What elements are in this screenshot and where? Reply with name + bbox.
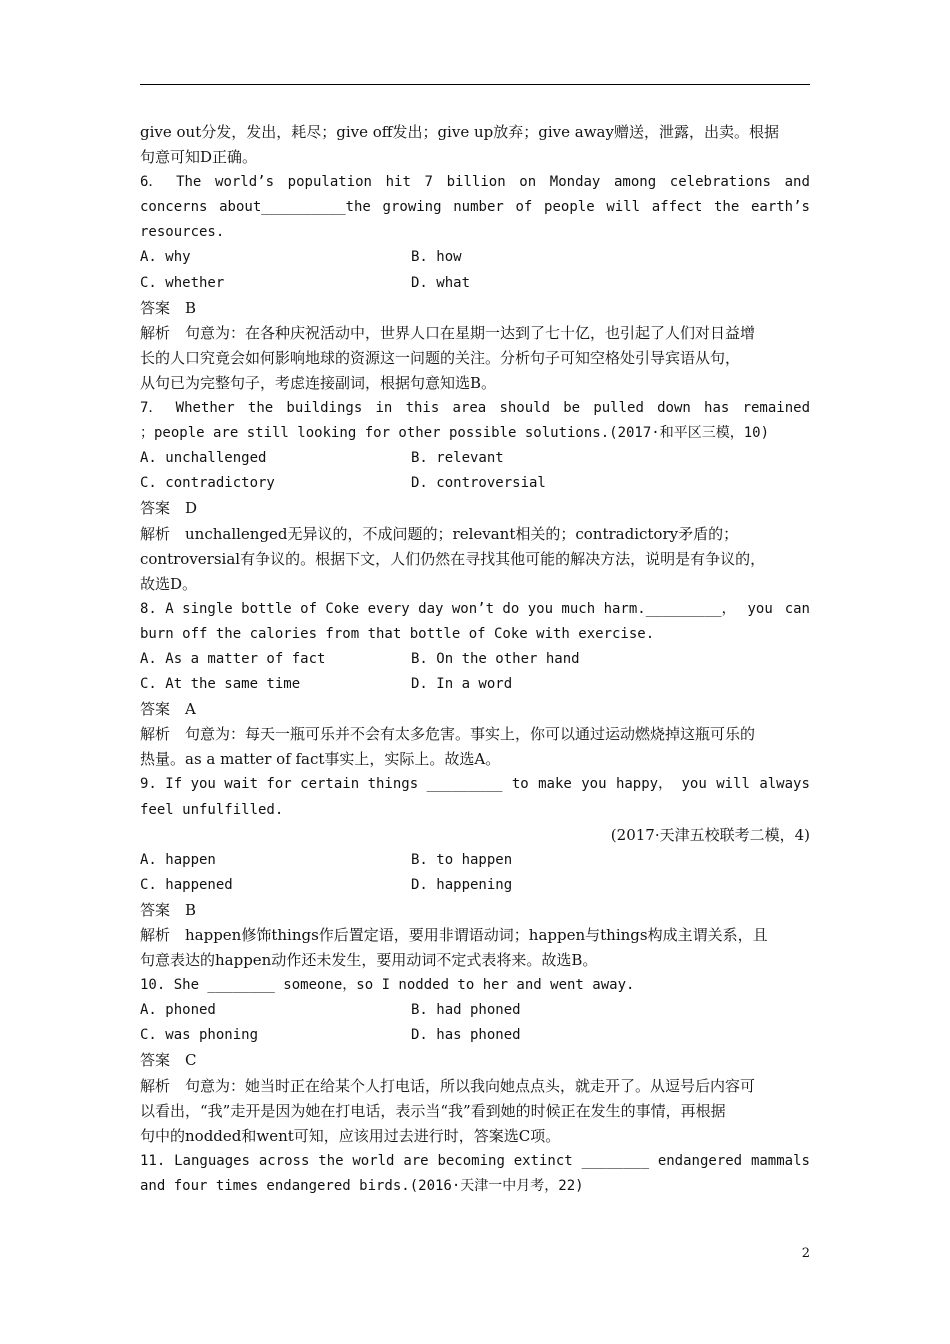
word: this [405,400,440,417]
option-left: A. phoned [140,1002,216,1019]
word: becoming [437,1152,505,1169]
question-line: 10. She ________ someone，so I nodded to her and went away. [140,977,635,994]
word: always [759,776,810,793]
text-line: 解析 句意为：每天一瓶可乐并不会有太多危害。事实上，你可以通过运动燃烧掉这瓶可乐的 [140,725,756,744]
question-line [140,195,810,220]
word: ________ [581,1152,649,1169]
word: extinct [513,1152,573,1169]
question-line [140,396,810,421]
word: will [716,776,750,793]
word: make [538,776,572,793]
text-line: 从句已为完整句子，考虑连接副词，根据句意知选B。 [140,373,497,392]
option-left: A. why [140,249,191,266]
word: pulled [593,400,644,417]
word: people [544,199,595,216]
word: will [606,199,641,216]
word: Languages [174,1152,250,1169]
word: population [287,174,372,191]
question-line [140,170,810,195]
word: you [747,600,773,617]
options-row [140,647,810,672]
word: endangered [657,1152,743,1169]
word: 7 [424,174,433,191]
text-line: 解析 unchallenged无异议的，不成问题的；relevant相关的；contradictory矛盾的； [140,524,739,543]
word: world [352,1152,395,1169]
question-line [140,772,810,797]
option-left: C. happened [140,876,233,893]
answer-line: 答案 C [140,1051,197,1070]
word: The [176,174,202,191]
option-left: A. As a matter of fact [140,650,326,667]
word: celebrations [669,174,771,191]
word: the [247,400,274,417]
options-row [140,1023,810,1048]
text-line: 句意可知D正确。 [140,148,258,167]
word: buildings [286,400,363,417]
word: 7． [140,400,163,417]
word: in [375,400,393,417]
word: 8. A single bottle of Coke every day won’t do you much harm._________， [140,600,736,617]
word: of [515,199,533,216]
word: remained [742,400,810,417]
option-left: C. At the same time [140,676,301,693]
text-line: 长的人口究竟会如何影响地球的资源这一问题的关注。分析句子可知空格处引导宾语从句， [140,348,741,367]
options-row [140,245,810,270]
word: down [657,400,691,417]
option-right: B. relevant [411,450,504,467]
source-note: (2017·天津五校联考二模，4) [610,825,810,844]
text-line: 解析 句意为：在各种庆祝活动中，世界人口在星期一达到了七十亿，也引起了人们对日益增 [140,323,756,342]
answer-line: 答案 B [140,900,197,919]
options-row [140,271,810,296]
page-content [140,120,810,1199]
word: 11. [140,1152,166,1169]
option-right: B. how [411,249,462,266]
question-line: resources. [140,224,225,241]
word: be [563,400,581,417]
word: the [318,1152,344,1169]
word: Whether [175,400,235,417]
text-line: 以看出，“我”走开是因为她在打电话，表示当“我”看到她的时候正在发生的事情，再根据 [140,1101,726,1120]
word: 6． [140,174,163,191]
word: you [681,776,707,793]
word: hit [385,174,411,191]
text-line: 句意表达的happen动作还未发生，要用动词不定式表将来。故选B。 [140,951,598,970]
text-line: 解析 happen修饰things作后置定语，要用非谓语动词；happen与things构成主谓关系，且 [140,926,768,944]
option-left: C. whether [140,274,225,291]
word: about__________the [219,199,371,216]
question-line [140,597,810,622]
text-line: 故选D。 [140,574,198,593]
text-line: controversial有争议的。根据下文，人们仍然在寻找其他可能的解决方法，说明是有争议的， [140,549,766,568]
answer-line: 答案 B [140,298,197,317]
options-row [140,998,810,1023]
page-number: 2 [801,1246,810,1261]
option-right: B. to happen [411,851,513,868]
word: to [511,776,529,793]
word: area [452,400,487,417]
text-line: 热量。as a matter of fact事实上，实际上。故选A。 [140,750,501,769]
word: 9. If you wait for certain things _________ [140,776,503,793]
answer-line: 答案 A [140,700,196,719]
option-left: C. was phoning [140,1027,259,1044]
options-row [140,873,810,898]
text-line: 解析 句意为：她当时正在给某个人打电话，所以我向她点点头，就走开了。从逗号后内容可 [140,1076,756,1095]
word: Monday [549,174,601,191]
option-left: C. contradictory [140,475,275,492]
options-row [140,446,810,471]
word: and [784,174,810,191]
option-right: B. On the other hand [411,650,580,667]
word: on [519,174,537,191]
option-right: D. has phoned [411,1027,521,1044]
answer-line: 答案 D [140,499,198,518]
option-right: D. In a word [411,676,513,693]
options-row [140,848,810,873]
text-line: give out分发，发出，耗尽；give off发出；give up放弃；give away赠送，泄露，出卖。根据 [140,123,779,141]
text-line: 句中的nodded和went可知，应该用过去进行时，答案选C项。 [140,1126,561,1145]
question-line: and four times endangered birds.(2016·天津一中月考，22) [140,1177,584,1194]
option-right: B. had phoned [411,1002,521,1019]
word: across [258,1152,310,1169]
options-row [140,672,810,697]
word: happy， [615,776,673,793]
question-line: feel unfulfilled. [140,801,284,818]
question-line: burn off the calories from that bottle of Coke with exercise. [140,625,655,642]
options-row [140,471,810,496]
word: you [581,776,607,793]
word: number [453,199,504,216]
word: affect [651,199,703,216]
option-right: D. controversial [411,475,546,492]
word: among [614,174,657,191]
word: has [704,400,730,417]
option-left: A. happen [140,851,216,868]
question-line: ；people are still looking for other possible solutions.(2017·和平区三模，10) [140,425,770,442]
word: growing [382,199,442,216]
header-rule [140,84,810,85]
option-right: D. what [411,274,471,291]
word: billion [446,174,506,191]
question-line [140,1149,810,1174]
word: the [713,199,740,216]
word: should [499,400,551,417]
word: mammals [750,1152,810,1169]
option-left: A. unchallenged [140,450,267,467]
word: are [403,1152,429,1169]
option-right: D. happening [411,876,513,893]
word: can [784,600,810,617]
word: earth’s [750,199,810,216]
word: concerns [140,199,208,216]
word: world’s [215,174,275,191]
